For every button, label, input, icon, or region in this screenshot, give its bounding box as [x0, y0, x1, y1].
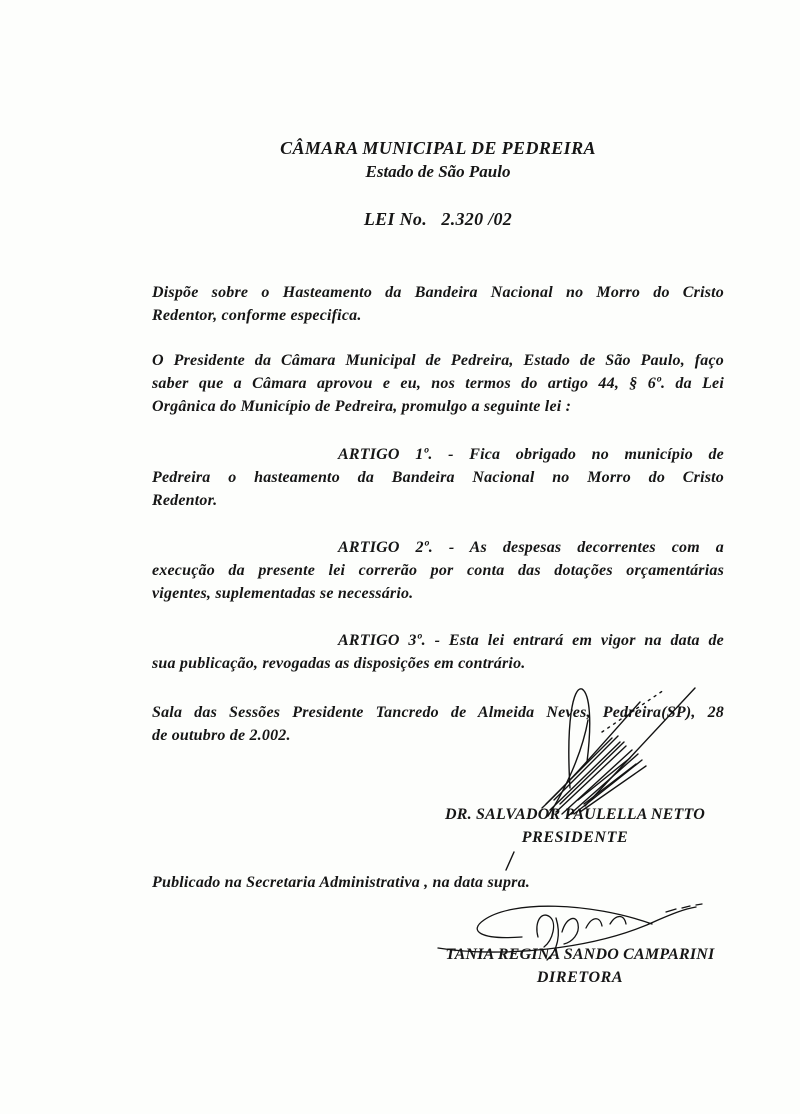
text-line: ARTIGO 2º. - As despesas decorrentes com a: [338, 539, 724, 556]
text-line: Redentor, conforme especifica.: [152, 307, 362, 324]
text-line: execução da presente lei correrão por conta das dotações orçamentárias: [152, 562, 724, 579]
text-line: de outubro de 2.002.: [152, 727, 291, 744]
text-line: vigentes, suplementadas se necessário.: [152, 585, 414, 602]
text-line: ARTIGO 3º. - Esta lei entrará em vigor na data de: [338, 632, 724, 649]
president-name: DR. SALVADOR PAULELLA NETTO: [445, 806, 705, 823]
text-line: saber que a Câmara aprovou e eu, nos termos do artigo 44, § 6º. da Lei: [152, 375, 724, 392]
director-name: TANIA REGINA SANDO CAMPARINI: [445, 946, 715, 963]
text-line: Redentor.: [152, 492, 218, 509]
preamble-paragraph: [152, 349, 724, 418]
artigo-3-paragraph: [152, 629, 724, 675]
president-title: PRESIDENTE: [521, 829, 629, 846]
org-title: CÂMARA MUNICIPAL DE PEDREIRA: [280, 138, 596, 158]
text-line: Dispõe sobre o Hasteamento da Bandeira Nacional no Morro do Cristo: [152, 284, 724, 301]
artigo-1-paragraph: [152, 443, 724, 512]
closing-paragraph: [152, 701, 724, 747]
text-line: Sala das Sessões Presidente Tancredo de Almeida Neves, Pedreira(SP), 28: [152, 704, 724, 721]
text-line: Pedreira o hasteamento da Bandeira Nacional no Morro do Cristo: [152, 469, 724, 486]
org-subtitle: Estado de São Paulo: [365, 162, 511, 181]
law-number: LEI No. 2.320 /02: [363, 209, 513, 229]
artigo-2-paragraph: [152, 536, 724, 605]
director-title: DIRETORA: [536, 969, 624, 986]
text-line: Orgânica do Município de Pedreira, promulgo a seguinte lei :: [152, 398, 572, 415]
president-signature-block: [410, 803, 740, 849]
ementa-paragraph: [152, 281, 724, 327]
text-line: sua publicação, revogadas as disposições em contrário.: [152, 655, 526, 672]
publication-note: Publicado na Secretaria Administrativa , na data supra.: [152, 874, 531, 891]
text-line: O Presidente da Câmara Municipal de Pedreira, Estado de São Paulo, faço: [152, 352, 724, 369]
publication-note-paragraph: [152, 871, 724, 894]
text-line: ARTIGO 1º. - Fica obrigado no município de: [338, 446, 724, 463]
director-signature-block: [400, 943, 760, 989]
